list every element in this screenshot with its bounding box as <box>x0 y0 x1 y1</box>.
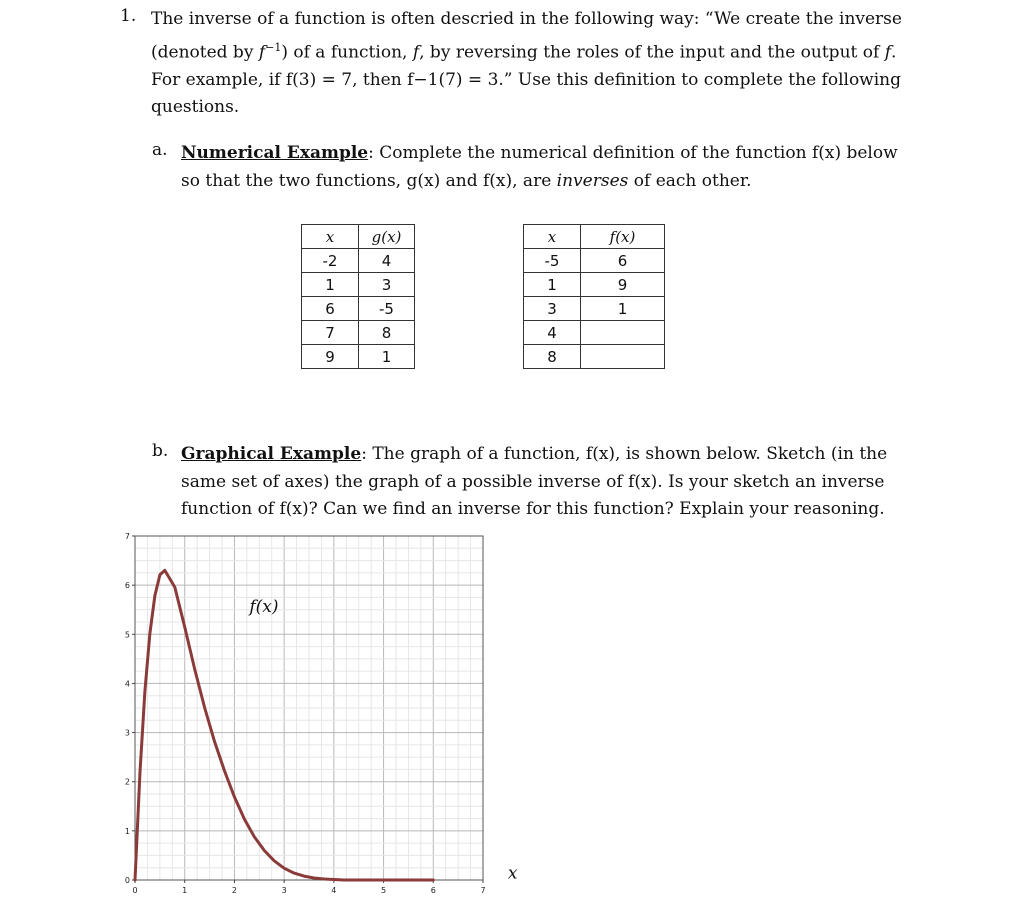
table-cell: 1 <box>302 273 359 297</box>
table-cell: 9 <box>302 345 359 369</box>
table-row <box>524 321 665 345</box>
table-cell: 4 <box>359 249 415 273</box>
x-tick-label: 2 <box>231 886 237 895</box>
table-cell: 4 <box>524 321 581 345</box>
table-row <box>524 249 665 273</box>
x-tick-label: 7 <box>480 886 486 895</box>
table-row <box>302 249 415 273</box>
part-a-title: Numerical Example <box>181 143 369 163</box>
x-tick-label: 5 <box>381 886 387 895</box>
table-cell: -2 <box>302 249 359 273</box>
math-f: f <box>412 42 420 63</box>
table-cell: 1 <box>524 273 581 297</box>
text-run: of each other. <box>628 170 752 191</box>
text-run: so that the two functions, g(x) and f(x), are <box>181 170 557 191</box>
table-cell: 3 <box>359 273 415 297</box>
question-line-3: For example, if f(3) = 7, then f−1(7) = 3.” Use this definition to complete the following <box>151 69 902 90</box>
question-text <box>151 6 921 122</box>
text-run: : Complete the numerical definition of the function f(x) below <box>368 143 898 163</box>
table-cell: 8 <box>524 345 581 369</box>
math-f: f <box>884 42 891 63</box>
y-tick-label: 2 <box>124 777 130 787</box>
x-axis-label: x <box>507 863 518 884</box>
part-b-line-2: same set of axes) the graph of a possible inverse of f(x). Is your sketch an inverse <box>181 471 885 492</box>
table-cell: 7 <box>302 321 359 345</box>
part-b-title: Graphical Example <box>181 444 362 464</box>
question-line-4: questions. <box>151 97 240 118</box>
table-header-row <box>302 225 415 249</box>
table-row <box>302 321 415 345</box>
table-cell: 6 <box>302 297 359 321</box>
text-run: , by reversing the roles of the input and the output of <box>419 42 885 63</box>
text-run: ) of a function, <box>281 42 413 63</box>
text-run: (denoted by <box>151 42 259 63</box>
table-row <box>524 345 665 369</box>
part-b-line-3: function of f(x)? Can we find an inverse for this function? Explain your reasoning. <box>181 499 885 519</box>
table-row <box>302 273 415 297</box>
question-number: 1. <box>120 6 137 26</box>
table-cell: -5 <box>524 249 581 273</box>
question-line-2 <box>151 34 921 67</box>
column-header: f(x) <box>581 225 665 249</box>
f-table <box>523 224 665 369</box>
column-header: x <box>302 225 359 249</box>
column-header: g(x) <box>359 225 415 249</box>
table-row <box>524 273 665 297</box>
y-tick-label: 3 <box>124 728 130 738</box>
table-row <box>524 297 665 321</box>
table-cell: -5 <box>359 297 415 321</box>
y-tick-label: 4 <box>124 679 130 689</box>
superscript: −1 <box>265 40 282 54</box>
math-f: f <box>258 42 266 63</box>
table-row <box>302 297 415 321</box>
text-run: : The graph of a function, f(x), is shown below. Sketch (in the <box>361 444 888 464</box>
part-b-text <box>181 441 921 524</box>
part-b-label: b. <box>152 441 169 461</box>
x-tick-label: 1 <box>182 886 188 895</box>
axes <box>125 532 486 895</box>
part-a-text <box>181 140 921 195</box>
function-graph <box>0 520 540 908</box>
y-tick-label: 0 <box>124 876 130 885</box>
table-cell: 1 <box>581 297 665 321</box>
part-a-line-1 <box>181 140 921 168</box>
text-run: . <box>890 42 897 63</box>
y-tick-label: 1 <box>124 826 130 836</box>
part-a-line-2 <box>181 168 921 196</box>
text-emphasis: inverses <box>556 170 629 191</box>
x-tick-label: 0 <box>132 886 138 895</box>
table-cell: 8 <box>359 321 415 345</box>
g-table <box>301 224 415 369</box>
x-tick-label: 4 <box>331 886 337 895</box>
table-row <box>302 345 415 369</box>
y-tick-label: 7 <box>124 532 130 541</box>
grid <box>135 536 483 880</box>
table-cell: 1 <box>359 345 415 369</box>
answer-cell[interactable] <box>581 321 665 345</box>
table-cell: 9 <box>581 273 665 297</box>
answer-cell[interactable] <box>581 345 665 369</box>
table-cell: 3 <box>524 297 581 321</box>
part-b-line-1 <box>181 441 921 469</box>
table-header-row <box>524 225 665 249</box>
table-cell: 6 <box>581 249 665 273</box>
curve-label: f(x) <box>249 597 279 618</box>
part-a-label: a. <box>152 140 168 160</box>
x-tick-label: 6 <box>430 886 436 895</box>
column-header: x <box>524 225 581 249</box>
question-line-1: The inverse of a function is often descried in the following way: “We create the inverse <box>151 9 902 29</box>
y-tick-label: 5 <box>124 630 130 640</box>
y-tick-label: 6 <box>124 581 130 591</box>
x-tick-label: 3 <box>281 886 287 895</box>
